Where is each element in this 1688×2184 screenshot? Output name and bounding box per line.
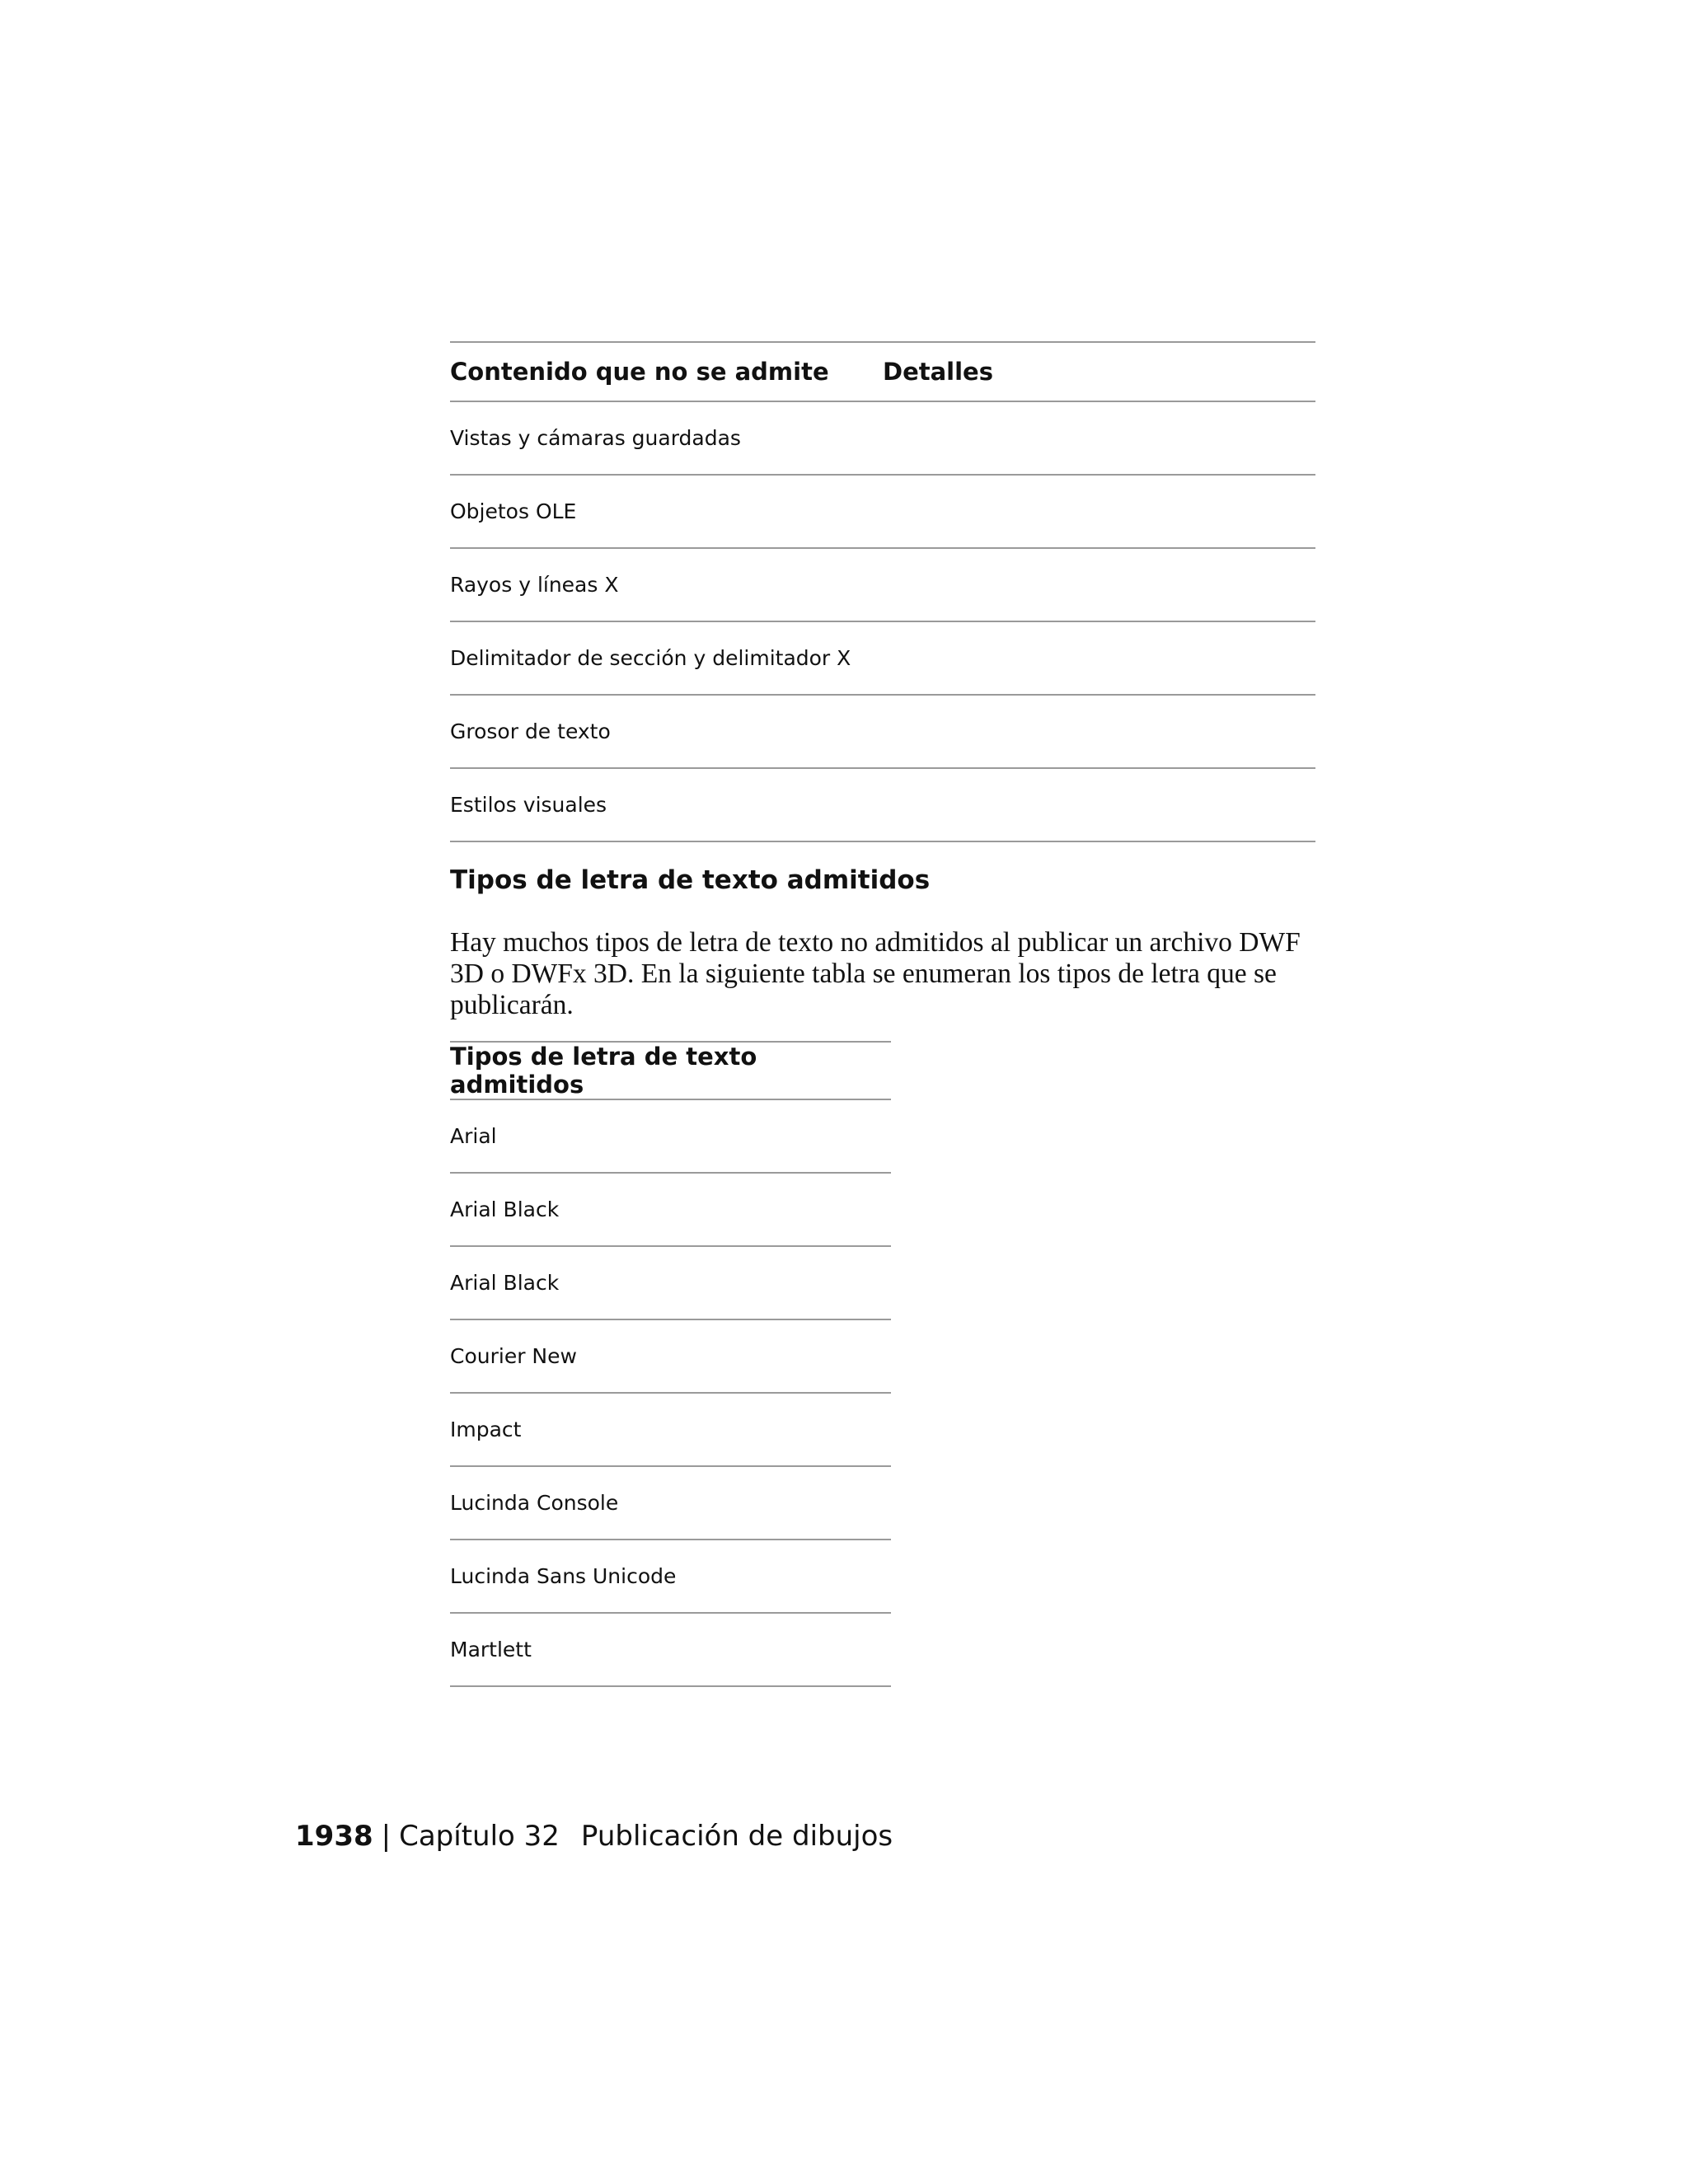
table-row: [450, 401, 1315, 475]
table-cell-details: [883, 768, 1315, 841]
page-number: 1938: [295, 1820, 373, 1853]
column-header-details: Detalles: [883, 342, 1315, 401]
table-cell: Arial Black: [450, 1173, 891, 1246]
table-cell: Rayos y líneas X: [450, 548, 883, 621]
table-row: [450, 768, 1315, 841]
supported-fonts-table: [450, 1041, 891, 1687]
table-cell: Delimitador de sección y delimitador X: [450, 621, 883, 695]
table-row: [450, 621, 1315, 695]
table-cell: Martlett: [450, 1613, 891, 1686]
column-header-fonts: Tipos de letra de texto admitidos: [450, 1042, 891, 1099]
table-cell: Arial Black: [450, 1246, 891, 1319]
table-row: [450, 1540, 891, 1613]
table-header-row: [450, 342, 1315, 401]
table-header-row: [450, 1042, 891, 1099]
chapter-label: Capítulo 32: [399, 1820, 560, 1853]
table-cell: Arial: [450, 1099, 891, 1173]
table-cell: Objetos OLE: [450, 475, 883, 548]
table-row: [450, 1099, 891, 1173]
column-header-content: Contenido que no se admite: [450, 342, 883, 401]
table-row: [450, 1613, 891, 1686]
chapter-title: Publicación de dibujos: [580, 1820, 893, 1853]
table-cell-details: [883, 401, 1315, 475]
table-row: [450, 1173, 891, 1246]
table-cell: Courier New: [450, 1319, 891, 1393]
table-cell-details: [883, 695, 1315, 768]
table-cell: Grosor de texto: [450, 695, 883, 768]
page-footer: [295, 1820, 893, 1853]
table-cell: Lucinda Console: [450, 1466, 891, 1540]
table-row: [450, 695, 1315, 768]
table-row: [450, 1393, 891, 1466]
section-paragraph: Hay muchos tipos de letra de texto no admitidos al publicar un archivo DWF 3D o DWFx 3D. En la siguiente tabla se enumeran los tipos de letra que se publicarán.: [450, 927, 1301, 1020]
table-row: [450, 1246, 891, 1319]
table-cell: Lucinda Sans Unicode: [450, 1540, 891, 1613]
section-heading: Tipos de letra de texto admitidos: [450, 865, 931, 895]
unsupported-content-table: [450, 341, 1315, 842]
table-cell: Vistas y cámaras guardadas: [450, 401, 883, 475]
table-row: [450, 475, 1315, 548]
table-row: [450, 1319, 891, 1393]
table-cell-details: [883, 621, 1315, 695]
table-cell-details: [883, 475, 1315, 548]
table-row: [450, 548, 1315, 621]
table-cell: Impact: [450, 1393, 891, 1466]
table-cell-details: [883, 548, 1315, 621]
table-row: [450, 1466, 891, 1540]
footer-separator: |: [381, 1820, 392, 1853]
table-cell: Estilos visuales: [450, 768, 883, 841]
